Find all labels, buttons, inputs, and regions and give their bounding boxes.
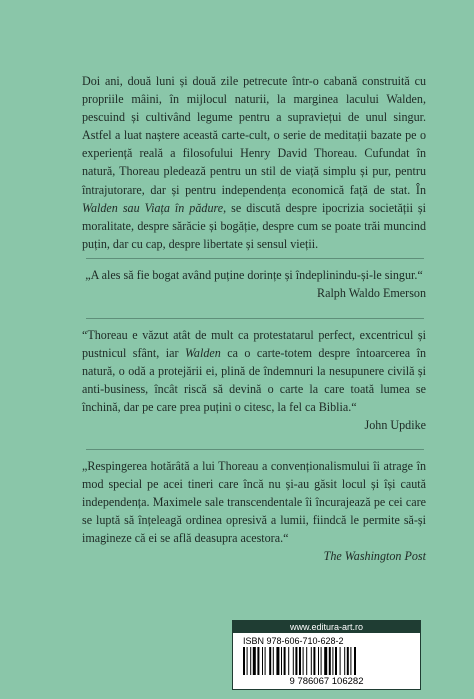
barcode-label (232, 620, 421, 690)
isbn-text: ISBN 978-606-710-628-2 (243, 636, 344, 646)
quote-author: The Washington Post (323, 549, 426, 564)
barcode-icon (243, 647, 409, 675)
quote-author: John Updike (364, 418, 426, 433)
quote-text-part1: “Thoreau e văzut atât de mult ca protestatarul perfect, excentricul și pustnicul sfânt, iar (82, 328, 426, 361)
description-text-part1: Doi ani, două luni și două zile petrecute într-o cabană construită cu propriile mâini, în mijlocul naturii, la marginea lacului Walden, pescuind și cultivând legume pentru a supraviețui de unul singur. Astfel a luat naștere această carte-cult, o serie de meditații bazate pe o experiență reală a filosofului Henry David Thoreau. Cufundat în natură, Thoreau pledează pentru un stil de viață simplu și pur, pentru întrajutorare, dar și pentru independența economică față de stat. În (82, 74, 426, 197)
quote-text-part2: ca o carte-totem despre întoarcerea în natură, o odă a protejării ei, plină de îndemnuri la nesupunere civilă și anti-business, încât riscă să devină o carte la care toată lumea se închină, dar pe care prea puțini o citesc, la fel ca Biblia.“ (82, 346, 426, 415)
description-paragraph (82, 72, 426, 253)
quote-author: Ralph Waldo Emerson (317, 286, 426, 301)
quote-title-italic: Walden (184, 346, 221, 361)
quote-emerson (82, 266, 426, 302)
publisher-website: www.editura-art.ro (233, 621, 420, 633)
barcode-digits: 9 786067 106282 (289, 676, 364, 687)
quote-text: „A ales să fie bogat având puține dorințe și îndeplinindu-și-le singur.“ (85, 268, 423, 282)
book-description (82, 72, 426, 253)
book-title-italic: Walden sau Viața în pădure (82, 200, 224, 215)
description-text-part2: , se discută despre ipocrizia societății și moralitate, despre sărăcie și bogăție, despre cum se poate trăi muncind puțin, dar cu cap, despre libertate și sensul vieții. (82, 200, 427, 251)
separator-line (86, 449, 424, 450)
quote-text (82, 326, 426, 416)
quote-text: „Respingerea hotărâtă a lui Thoreau a convenționalismului îi atrage în mod special pe acei tineri care încă nu și-au găsit locul și își caută independența. Maximele sale transcendentale îi încurajează pe cei care se luptă să înțeleagă ordinea opresivă a lumii, fiindcă le permite să-și imagineze că ei se află deasupra acestora.“ (82, 459, 426, 546)
separator-line (86, 258, 424, 259)
quote-washington-post (82, 457, 426, 566)
quote-updike (82, 326, 426, 435)
separator-line (86, 318, 424, 319)
